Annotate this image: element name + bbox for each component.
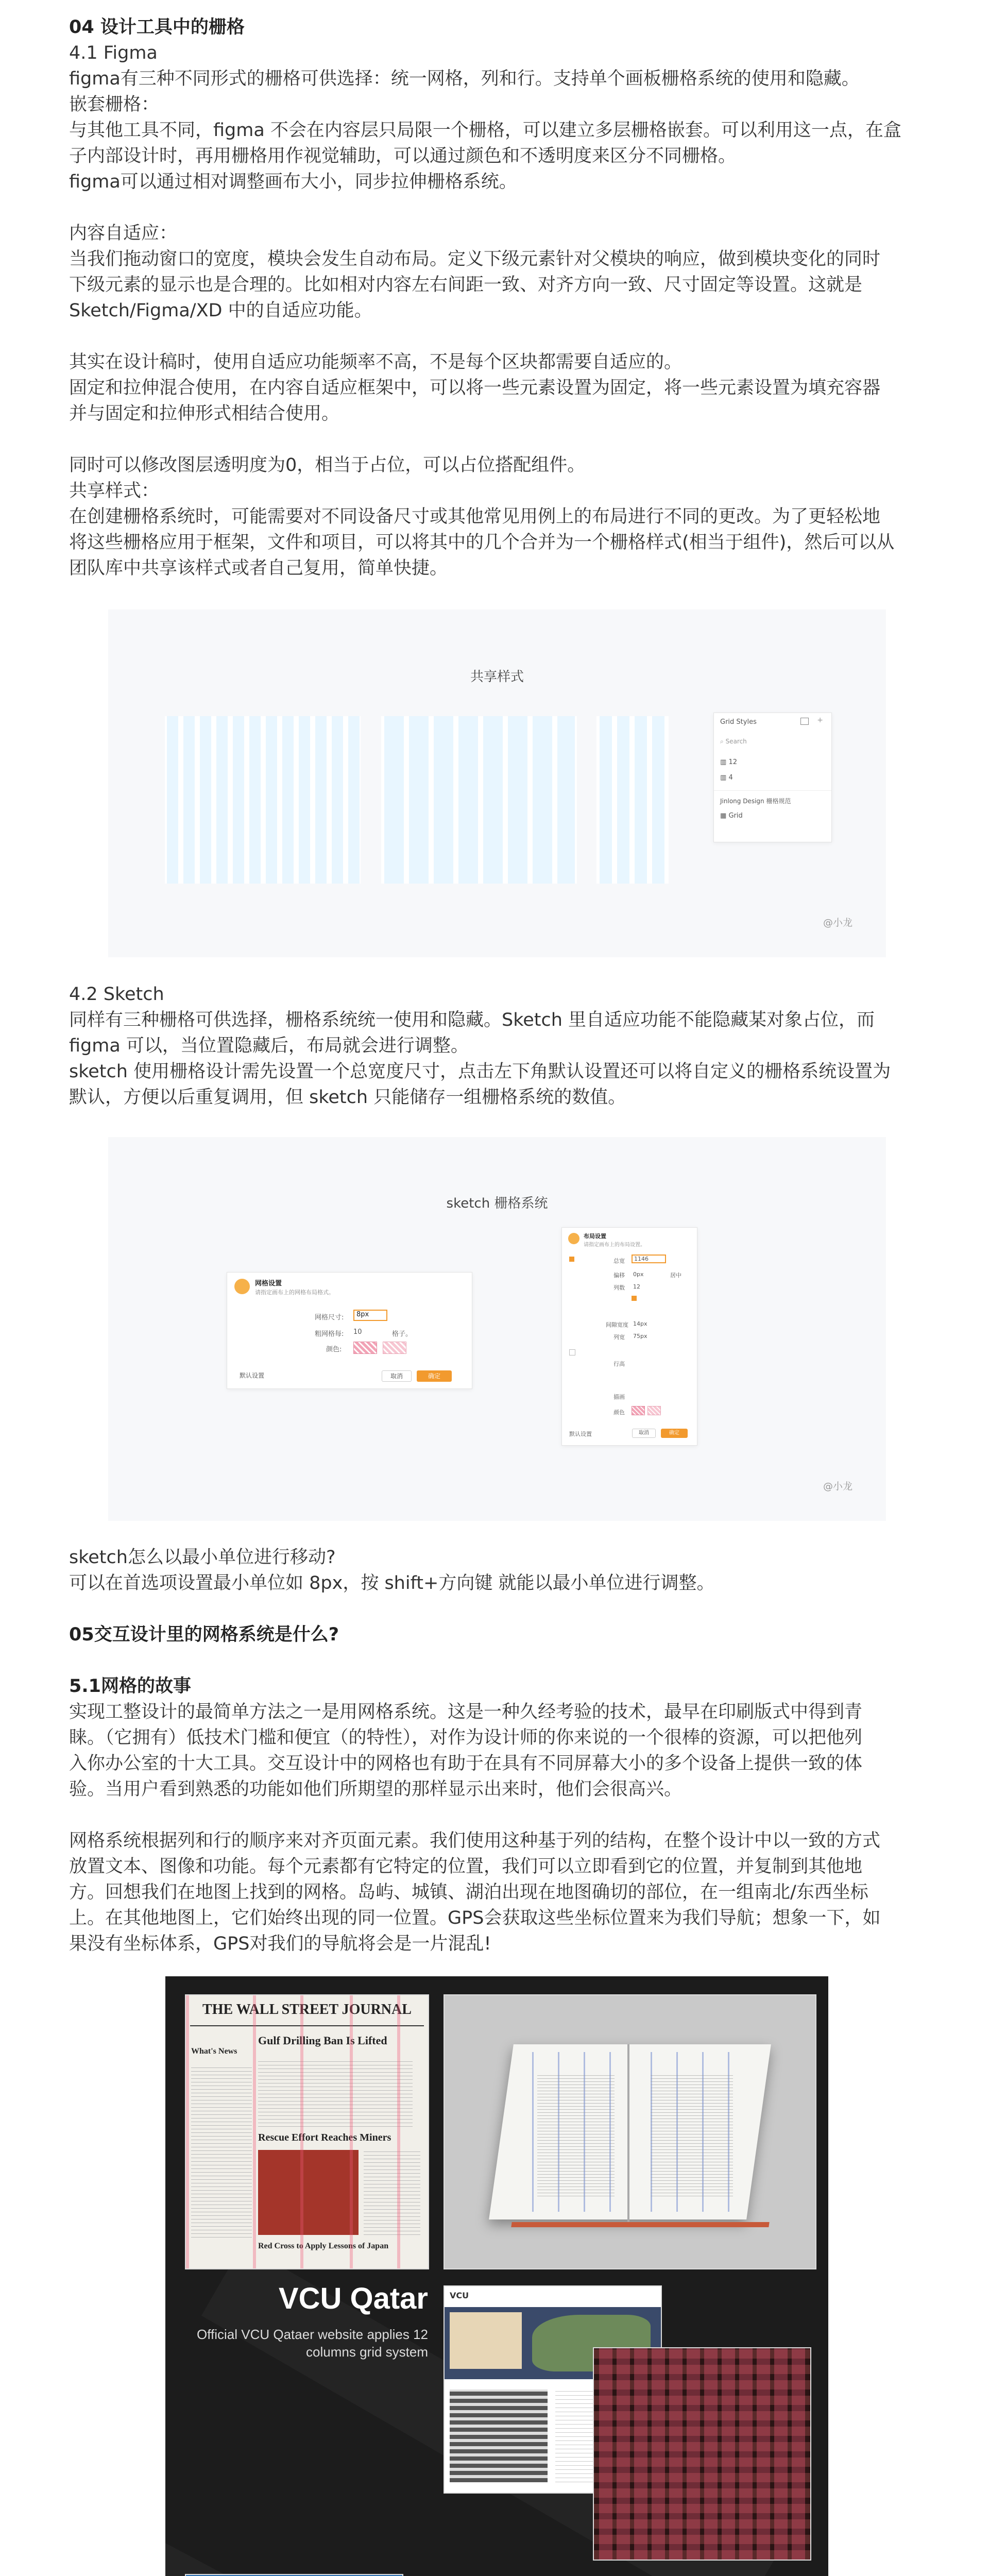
columns-label: 列数	[613, 1284, 625, 1291]
dialog-title: 网格设置	[255, 1280, 282, 1287]
dialog-subtitle: 请指定画布上的布局设置。	[584, 1242, 645, 1248]
grid-style-item[interactable]	[720, 812, 743, 820]
grid-size-label: 网格尺寸:	[315, 1314, 344, 1321]
paragraph: 果没有坐标体系，GPS对我们的导航将会是一片混乱!	[69, 1934, 491, 1954]
open-book-image	[444, 1994, 816, 2269]
wsj-masthead: THE WALL STREET JOURNAL	[202, 2002, 412, 2018]
grid-style-item[interactable]	[720, 774, 733, 782]
vcu-title: VCU Qatar	[278, 2282, 428, 2315]
ok-button[interactable]: 确定	[417, 1370, 452, 1382]
thick-grid-unit: 格子。	[392, 1330, 413, 1338]
vcu-grid-overlay-screenshot	[593, 2347, 811, 2561]
search-placeholder: Search	[725, 738, 747, 745]
wsj-newspaper-image	[185, 1994, 429, 2269]
paragraph: 同时可以修改图层透明度为0，相当于占位，可以占位搭配组件。	[69, 455, 586, 476]
sketch-grid-figure	[108, 1137, 886, 1521]
figure-title: sketch 栅格系统	[446, 1196, 548, 1211]
sketch-logo-icon	[568, 1233, 579, 1244]
wsj-headline: Red Cross to Apply Lessons of Japan	[258, 2242, 389, 2250]
row-height-label: 行高	[613, 1361, 625, 1367]
paragraph: sketch怎么以最小单位进行移动?	[69, 1547, 336, 1568]
section-04-title: 04 设计工具中的栅格	[69, 17, 245, 38]
wsj-headline: Rescue Effort Reaches Miners	[258, 2132, 391, 2143]
paragraph: 睐。（它拥有）低技术门槛和便宜（的特性），对作为设计师的你来说的一个很棒的资源，可以把他列	[69, 1727, 863, 1748]
gutter-width-input[interactable]: 14px	[633, 1320, 647, 1327]
paragraph: figma可以通过相对调整画布大小，同步拉伸栅格系统。	[69, 172, 517, 192]
color-label: 颜色:	[326, 1346, 342, 1353]
paragraph: 默认，方便以后重复调用，但 sketch 只能储存一组栅格系统的数值。	[69, 1087, 626, 1108]
paragraph-label: 共享样式：	[69, 481, 160, 501]
default-settings-button[interactable]: 默认设置	[239, 1372, 264, 1379]
figure-title: 共享样式	[470, 669, 524, 685]
grid-styles-panel	[713, 713, 832, 842]
color-label: 颜色	[613, 1409, 625, 1416]
paragraph: 与其他工具不同，figma 不会在内容层只局限一个栅格，可以建立多层栅格嵌套。可以利用这一点，在盒	[69, 120, 901, 141]
paragraph: 入你办公室的十大工具。交互设计中的网格也有助于在具有不同屏幕大小的多个设备上提供一致的体	[69, 1753, 863, 1774]
thick-grid-input[interactable]: 10	[353, 1328, 362, 1336]
grid-size-input[interactable]: 8px	[353, 1310, 387, 1321]
figma-shared-styles-figure	[108, 609, 886, 957]
paragraph: 固定和拉伸混合使用，在内容自适应框架中，可以将一些元素设置为固定，将一些元素设置为填充容器	[69, 378, 881, 398]
paragraph: 验。当用户看到熟悉的功能如他们所期望的那样显示出来时，他们会很高兴。	[69, 1779, 683, 1800]
subsection-figma-title: 4.1 Figma	[69, 43, 158, 63]
paragraph: figma 可以，当位置隐藏后，布局就会进行调整。	[69, 1036, 469, 1056]
vcu-logo: VCU	[450, 2291, 469, 2300]
figure-credit: @小龙	[823, 1481, 852, 1492]
paragraph: 子内部设计时，再用栅格用作视觉辅助，可以通过颜色和不透明度来区分不同栅格。	[69, 146, 737, 166]
sketch-logo-icon	[234, 1279, 250, 1294]
total-width-label: 总宽	[613, 1258, 625, 1264]
layout-color-swatch[interactable]	[632, 1406, 645, 1415]
paragraph: 团队库中共享该样式或者自己复用，简单快捷。	[69, 558, 448, 579]
layout-settings-dialog	[561, 1227, 697, 1446]
paragraph: 上。在其他地图上，它们始终出现的同一位置。GPS会获取这些坐标位置来为我们导航；想象一下，如	[69, 1908, 881, 1928]
column-width-input[interactable]: 75px	[633, 1333, 647, 1340]
grid-settings-dialog	[227, 1272, 472, 1389]
grid-icon: ▦	[720, 812, 727, 820]
section-05-title: 05交互设计里的网格系统是什么?	[69, 1624, 339, 1645]
offset-input[interactable]: 0px	[633, 1271, 644, 1278]
columns-checkbox[interactable]	[569, 1257, 574, 1262]
library-icon[interactable]	[800, 718, 809, 725]
paragraph: 可以在首选项设置最小单位如 8px，按 shift+方向键 就能以最小单位进行调整。	[69, 1573, 715, 1594]
paragraph: 放置文本、图像和功能。每个元素都有它特定的位置，我们可以立即看到它的位置，并复制到其他地	[69, 1856, 863, 1877]
drupal-website-screenshot	[185, 2574, 403, 2576]
ok-button[interactable]: 确定	[661, 1429, 688, 1438]
grid-frame-8col	[381, 716, 577, 884]
offset-label: 偏移	[613, 1272, 625, 1279]
paragraph: 将这些栅格应用于框架，文件和项目，可以将其中的几个合并为一个栅格样式(相当于组件)，然后可以从	[69, 532, 895, 553]
add-icon[interactable]: +	[817, 716, 823, 724]
paragraph: 网格系统根据列和行的顺序来对齐页面元素。我们使用这种基于列的结构，在整个设计中以一致的方式	[69, 1831, 881, 1851]
grid-examples-collage	[165, 1976, 828, 2576]
columns-icon: ▥	[720, 774, 727, 782]
gutter-width-label: 间隙宽度	[606, 1321, 628, 1328]
subsection-sketch-title: 4.2 Sketch	[69, 984, 164, 1005]
panel-search-input[interactable]	[720, 738, 747, 745]
paragraph-label: 嵌套栅格：	[69, 94, 160, 115]
wsj-photo	[258, 2150, 359, 2235]
wsj-headline: Gulf Drilling Ban Is Lifted	[258, 2034, 387, 2047]
paragraph: 其实在设计稿时，使用自适应功能频率不高，不是每个区块都需要自适应的。	[69, 352, 683, 372]
paragraph: 并与固定和拉伸形式相结合使用。	[69, 403, 340, 424]
columns-icon: ▥	[720, 758, 727, 766]
draw-label: 描画	[613, 1394, 625, 1400]
cancel-button[interactable]: 取消	[382, 1370, 412, 1382]
paragraph: 方。回想我们在地图上找到的网格。岛屿、城镇、湖泊出现在地图确切的部位，在一组南北/东西坐标	[69, 1882, 868, 1903]
column-width-label: 列宽	[613, 1334, 625, 1341]
paragraph: 实现工整设计的最简单方法之一是用网格系统。这是一种久经考验的技术，最早在印刷版式中得到青	[69, 1702, 863, 1722]
grid-frame-12col	[165, 716, 361, 884]
thick-color-swatch[interactable]	[383, 1342, 406, 1354]
vcu-caption: Official VCU Qataer website applies 12 columns grid system	[197, 2327, 428, 2360]
thick-grid-label: 粗网格每:	[315, 1330, 344, 1338]
figure-credit: @小龙	[823, 917, 852, 928]
grid-style-name: 12	[728, 758, 737, 766]
grid-style-name: 4	[728, 774, 733, 782]
dialog-title: 布局设置	[584, 1233, 606, 1240]
subsection-grid-story-title: 5.1网格的故事	[69, 1676, 192, 1697]
search-icon: ⌕	[720, 738, 724, 745]
grid-style-item[interactable]	[720, 758, 737, 766]
grid-frame-4col	[596, 716, 669, 884]
default-settings-button[interactable]: 默认设置	[569, 1431, 592, 1437]
paragraph: 在创建栅格系统时，可能需要对不同设备尺寸或其他常见用例上的布局进行不同的更改。为了更轻松地	[69, 506, 881, 527]
rows-checkbox[interactable]	[569, 1349, 575, 1355]
total-width-input[interactable]: 1146	[632, 1255, 666, 1263]
wsj-side-heading: What's News	[191, 2047, 237, 2056]
paragraph: figma有三种不同形式的栅格可供选择：统一网格，列和行。支持单个画板栅格系统的使用和隐藏。	[69, 69, 860, 89]
gutter-checkbox[interactable]	[632, 1296, 637, 1301]
columns-input[interactable]: 12	[633, 1283, 640, 1290]
grid-color-swatch[interactable]	[353, 1342, 377, 1354]
cancel-button[interactable]: 取消	[632, 1429, 656, 1438]
paragraph: 当我们拖动窗口的宽度，模块会发生自动布局。定义下级元素针对父模块的响应，做到模块变化的同时	[69, 249, 881, 269]
library-name: Jinlong Design 栅格规范	[720, 798, 791, 805]
layout-color-swatch-2[interactable]	[647, 1406, 661, 1415]
grid-style-name: Grid	[728, 812, 743, 820]
paragraph: sketch 使用栅格设计需先设置一个总宽度尺寸，点击左下角默认设置还可以将自定义的栅格系统设置为	[69, 1061, 891, 1082]
panel-title: Grid Styles	[720, 718, 757, 726]
paragraph: 下级元素的显示也是合理的。比如相对内容左右间距一致、对齐方向一致、尺寸固定等设置。这就是	[69, 275, 863, 295]
dialog-subtitle: 请指定画布上的网格布局格式。	[255, 1289, 334, 1296]
paragraph: Sketch/Figma/XD 中的自适应功能。	[69, 300, 372, 321]
center-button[interactable]: 居中	[670, 1272, 681, 1279]
paragraph: 同样有三种栅格可供选择，栅格系统统一使用和隐藏。Sketch 里自适应功能不能隐藏某对象占位，而	[69, 1010, 875, 1030]
paragraph-label: 内容自适应：	[69, 223, 178, 244]
